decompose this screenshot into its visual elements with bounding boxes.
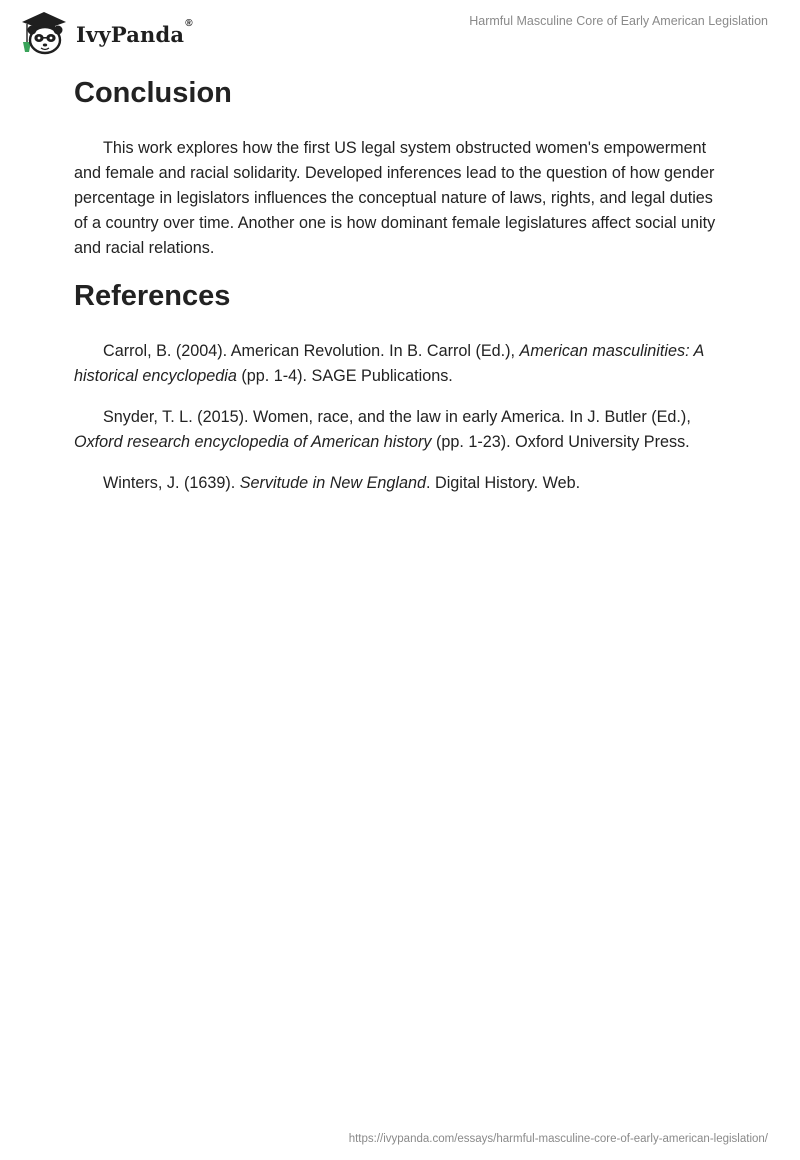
registered-mark: ® [185, 17, 193, 29]
reference-item [74, 471, 724, 496]
reference-title: American masculinities: A historical encyclopedia [74, 342, 704, 385]
brand-logo[interactable] [14, 8, 193, 58]
document-body [74, 70, 724, 496]
reference-text: (pp. 1-4). SAGE Publications. [236, 367, 453, 385]
panda-graduate-icon [14, 8, 74, 58]
page-header [0, 0, 800, 60]
reference-title: Oxford research encyclopedia of American history [74, 433, 432, 451]
conclusion-heading: Conclusion [74, 77, 232, 109]
reference-text: (pp. 1-23). Oxford University Press. [431, 433, 690, 451]
running-title: Harmful Masculine Core of Early American Legislation [469, 14, 768, 28]
reference-text: . Digital History. Web. [426, 474, 581, 492]
reference-title: Servitude in New England [239, 474, 427, 492]
reference-item [74, 339, 724, 389]
reference-text: Carrol, B. (2004). American Revolution. In B. Carrol (Ed.), [103, 342, 520, 360]
brand-name: IvyPanda® [76, 17, 193, 47]
reference-text: Snyder, T. L. (2015). Women, race, and the law in early America. In J. Butler (Ed.), [103, 408, 691, 426]
reference-item [74, 405, 724, 455]
source-url-link[interactable]: https://ivypanda.com/essays/harmful-masculine-core-of-early-american-legislation/ [348, 1133, 768, 1145]
reference-text: Winters, J. (1639). [103, 474, 240, 492]
references-heading: References [74, 280, 231, 312]
conclusion-paragraph: This work explores how the first US legal system obstructed women's empowerment and female and racial solidarity. Developed inferences lead to the question of how gender percentage in legislators influences the conceptual nature of laws, rights, and legal duties of a country over time. Another one is how dominant female legislatures affect social unity and racial relations. [74, 139, 716, 257]
